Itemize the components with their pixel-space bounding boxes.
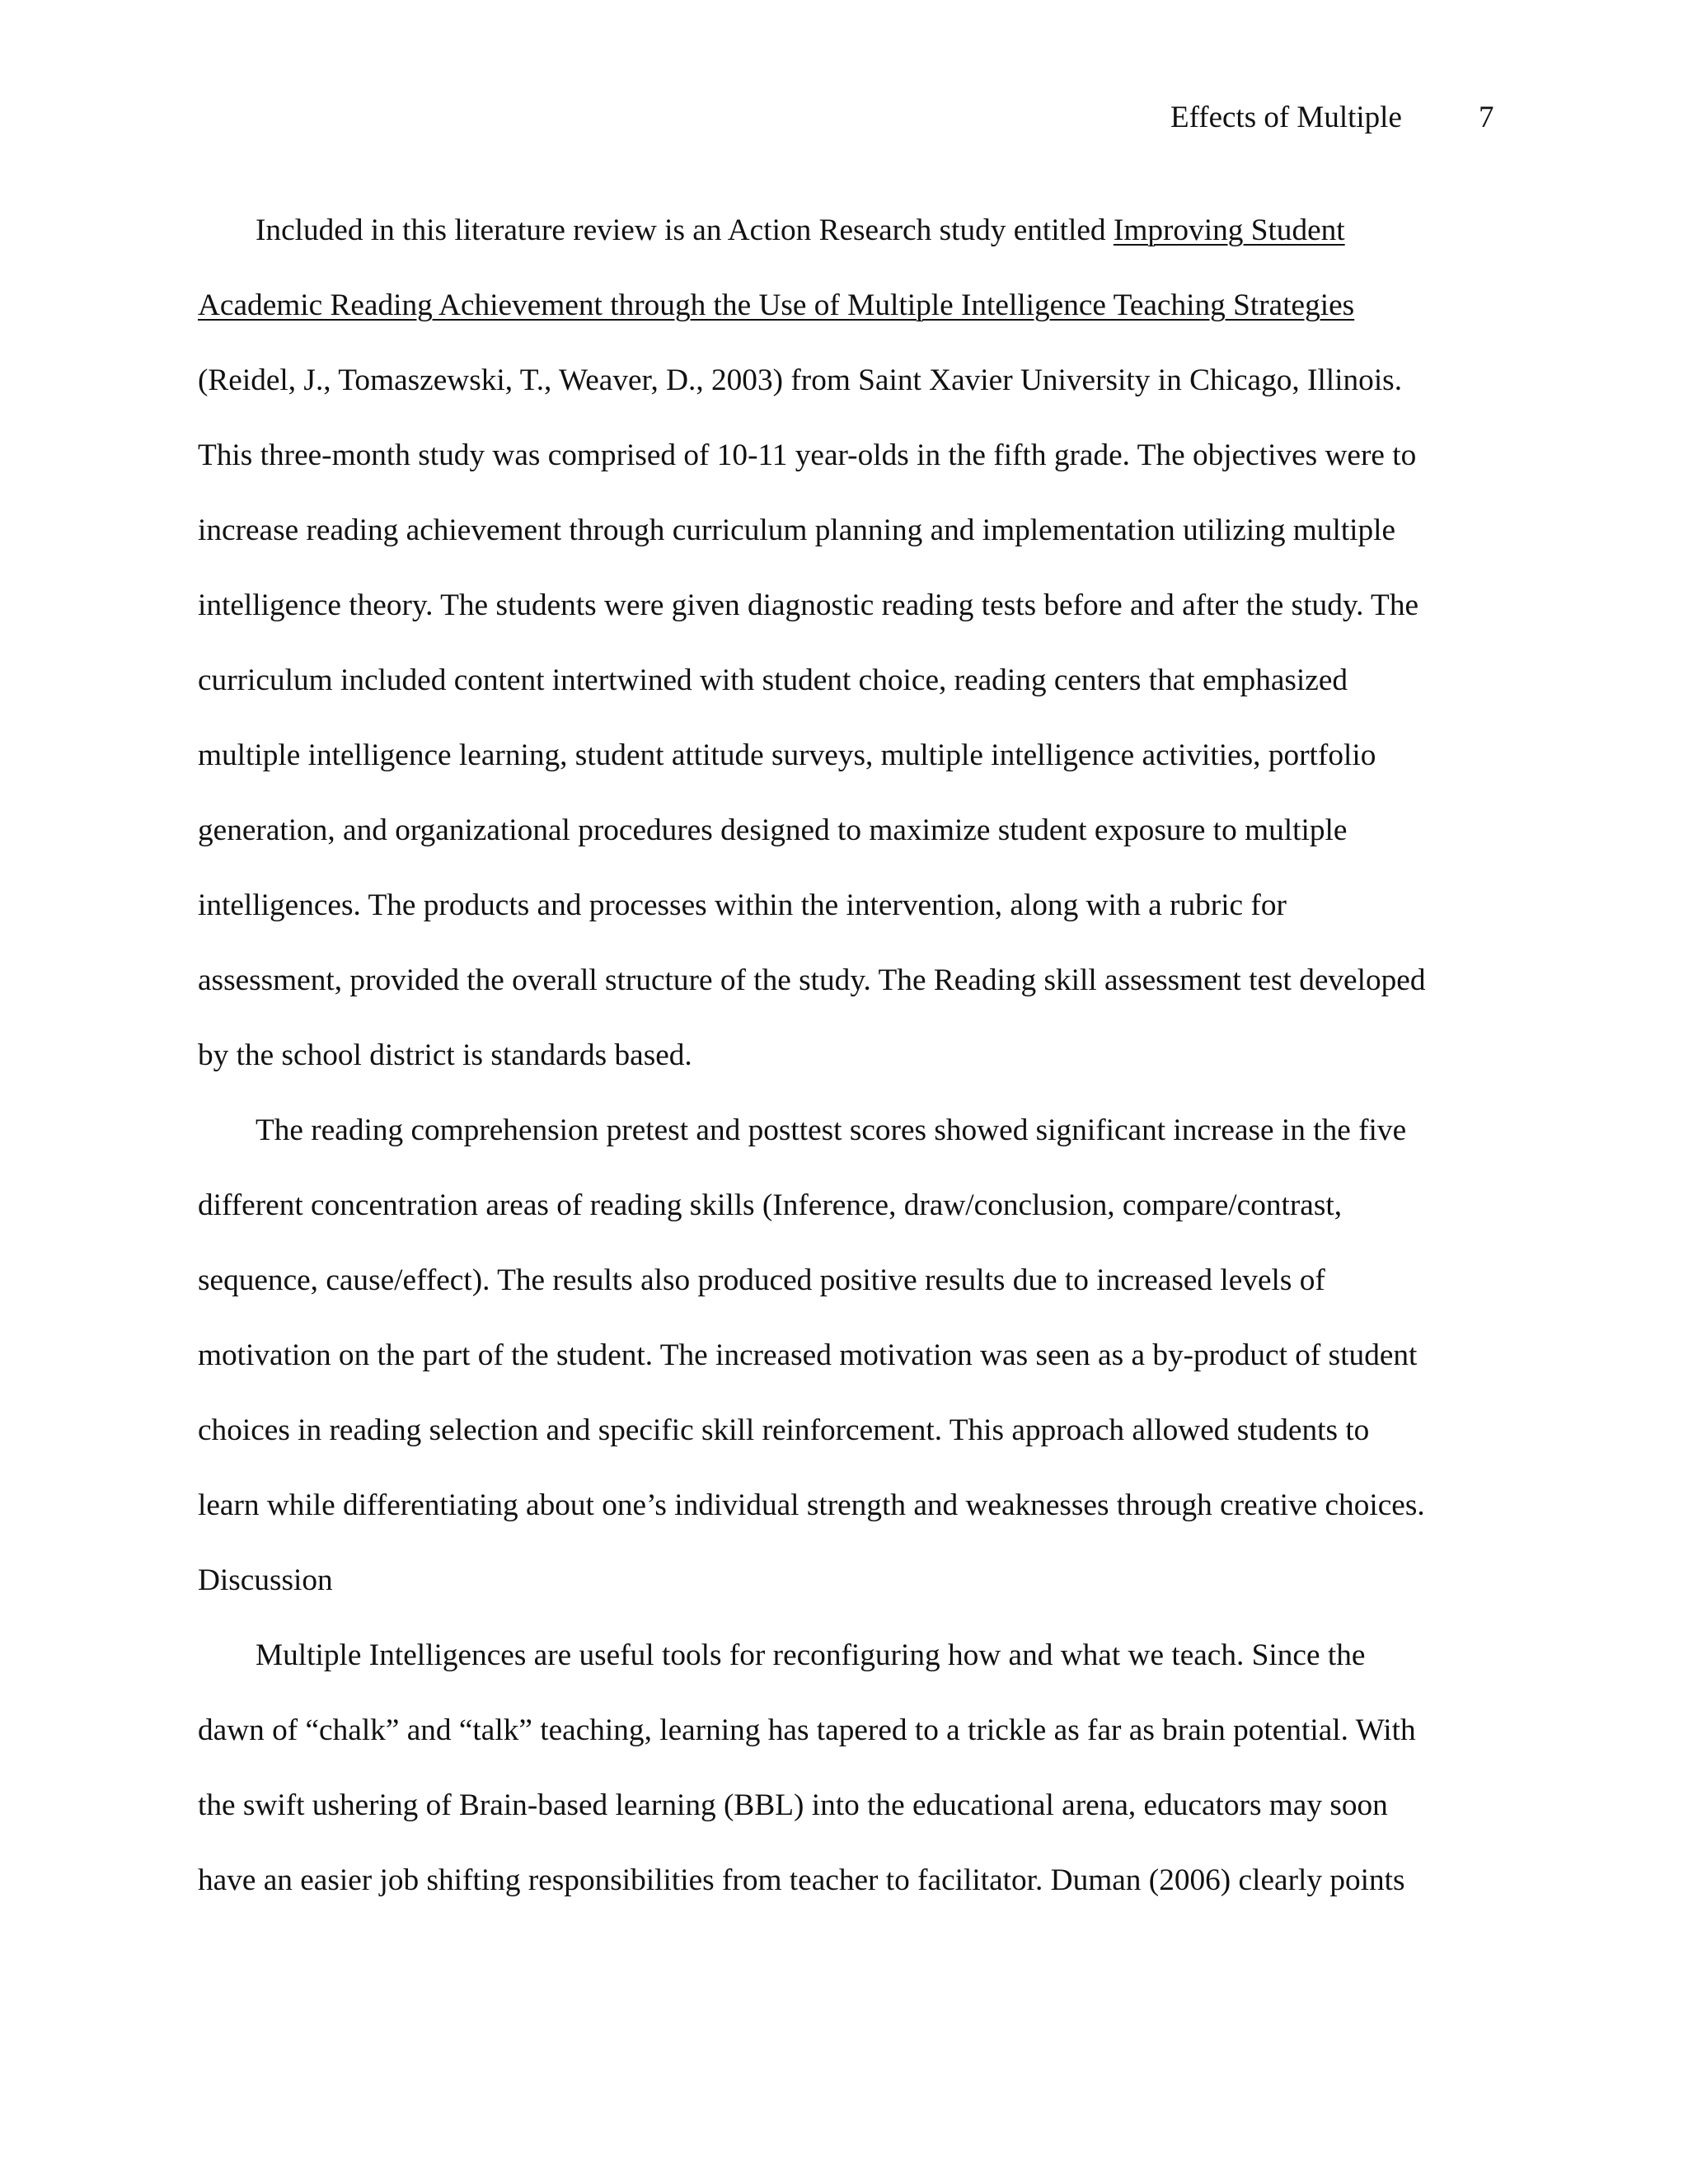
study-title: Improving Student xyxy=(1113,213,1345,247)
study-title: Academic Reading Achievement through the Use of Multiple Intelligence Teaching Strategies xyxy=(198,288,1355,322)
body-line: intelligences. The products and processes within the intervention, along with a rubric for xyxy=(198,888,1287,922)
page-number: 7 xyxy=(1479,101,1494,134)
body-line xyxy=(256,210,1345,251)
body-line: multiple intelligence learning, student attitude surveys, multiple intelligence activities, portfolio xyxy=(198,738,1376,772)
body-line: choices in reading selection and specific skill reinforcement. This approach allowed students to xyxy=(198,1413,1370,1447)
body-line: have an easier job shifting responsibilities from teacher to facilitator. Duman (2006) clearly points xyxy=(198,1863,1405,1897)
body-line: sequence, cause/effect). The results also produced positive results due to increased levels of xyxy=(198,1263,1325,1297)
body-line: intelligence theory. The students were given diagnostic reading tests before and after the study. The xyxy=(198,588,1419,622)
body-line: generation, and organizational procedures designed to maximize student exposure to multiple xyxy=(198,813,1348,847)
body-line: increase reading achievement through curriculum planning and implementation utilizing multiple xyxy=(198,513,1396,547)
body-line: learn while differentiating about one’s individual strength and weaknesses through creative choices. xyxy=(198,1488,1425,1522)
running-head xyxy=(1071,97,1500,138)
body-line: motivation on the part of the student. The increased motivation was seen as a by-product of student xyxy=(198,1338,1418,1372)
body-line: by the school district is standards based. xyxy=(198,1038,692,1072)
body-line: assessment, provided the overall structure of the study. The Reading skill assessment test developed xyxy=(198,963,1426,997)
body-line: dawn of “chalk” and “talk” teaching, learning has tapered to a trickle as far as brain potential. With xyxy=(198,1713,1416,1747)
body-line: The reading comprehension pretest and posttest scores showed significant increase in the five xyxy=(256,1113,1407,1147)
running-head-title: Effects of Multiple xyxy=(1170,101,1402,134)
body-line: This three-month study was comprised of 10-11 year-olds in the fifth grade. The objectives were to xyxy=(198,438,1417,472)
body-text: Included in this literature review is an Action Research study entitled xyxy=(256,213,1114,247)
body-line xyxy=(198,285,1354,326)
body-line: (Reidel, J., Tomaszewski, T., Weaver, D., 2003) from Saint Xavier University in Chicago, Illinois. xyxy=(198,363,1403,397)
body-line: different concentration areas of reading skills (Inference, draw/conclusion, compare/contrast, xyxy=(198,1188,1343,1222)
body-line: Multiple Intelligences are useful tools for reconfiguring how and what we teach. Since the xyxy=(256,1638,1366,1672)
body-line: the swift ushering of Brain-based learning (BBL) into the educational arena, educators may soon xyxy=(198,1788,1388,1822)
section-heading: Discussion xyxy=(198,1563,333,1597)
body-line: curriculum included content intertwined with student choice, reading centers that emphasized xyxy=(198,663,1348,697)
